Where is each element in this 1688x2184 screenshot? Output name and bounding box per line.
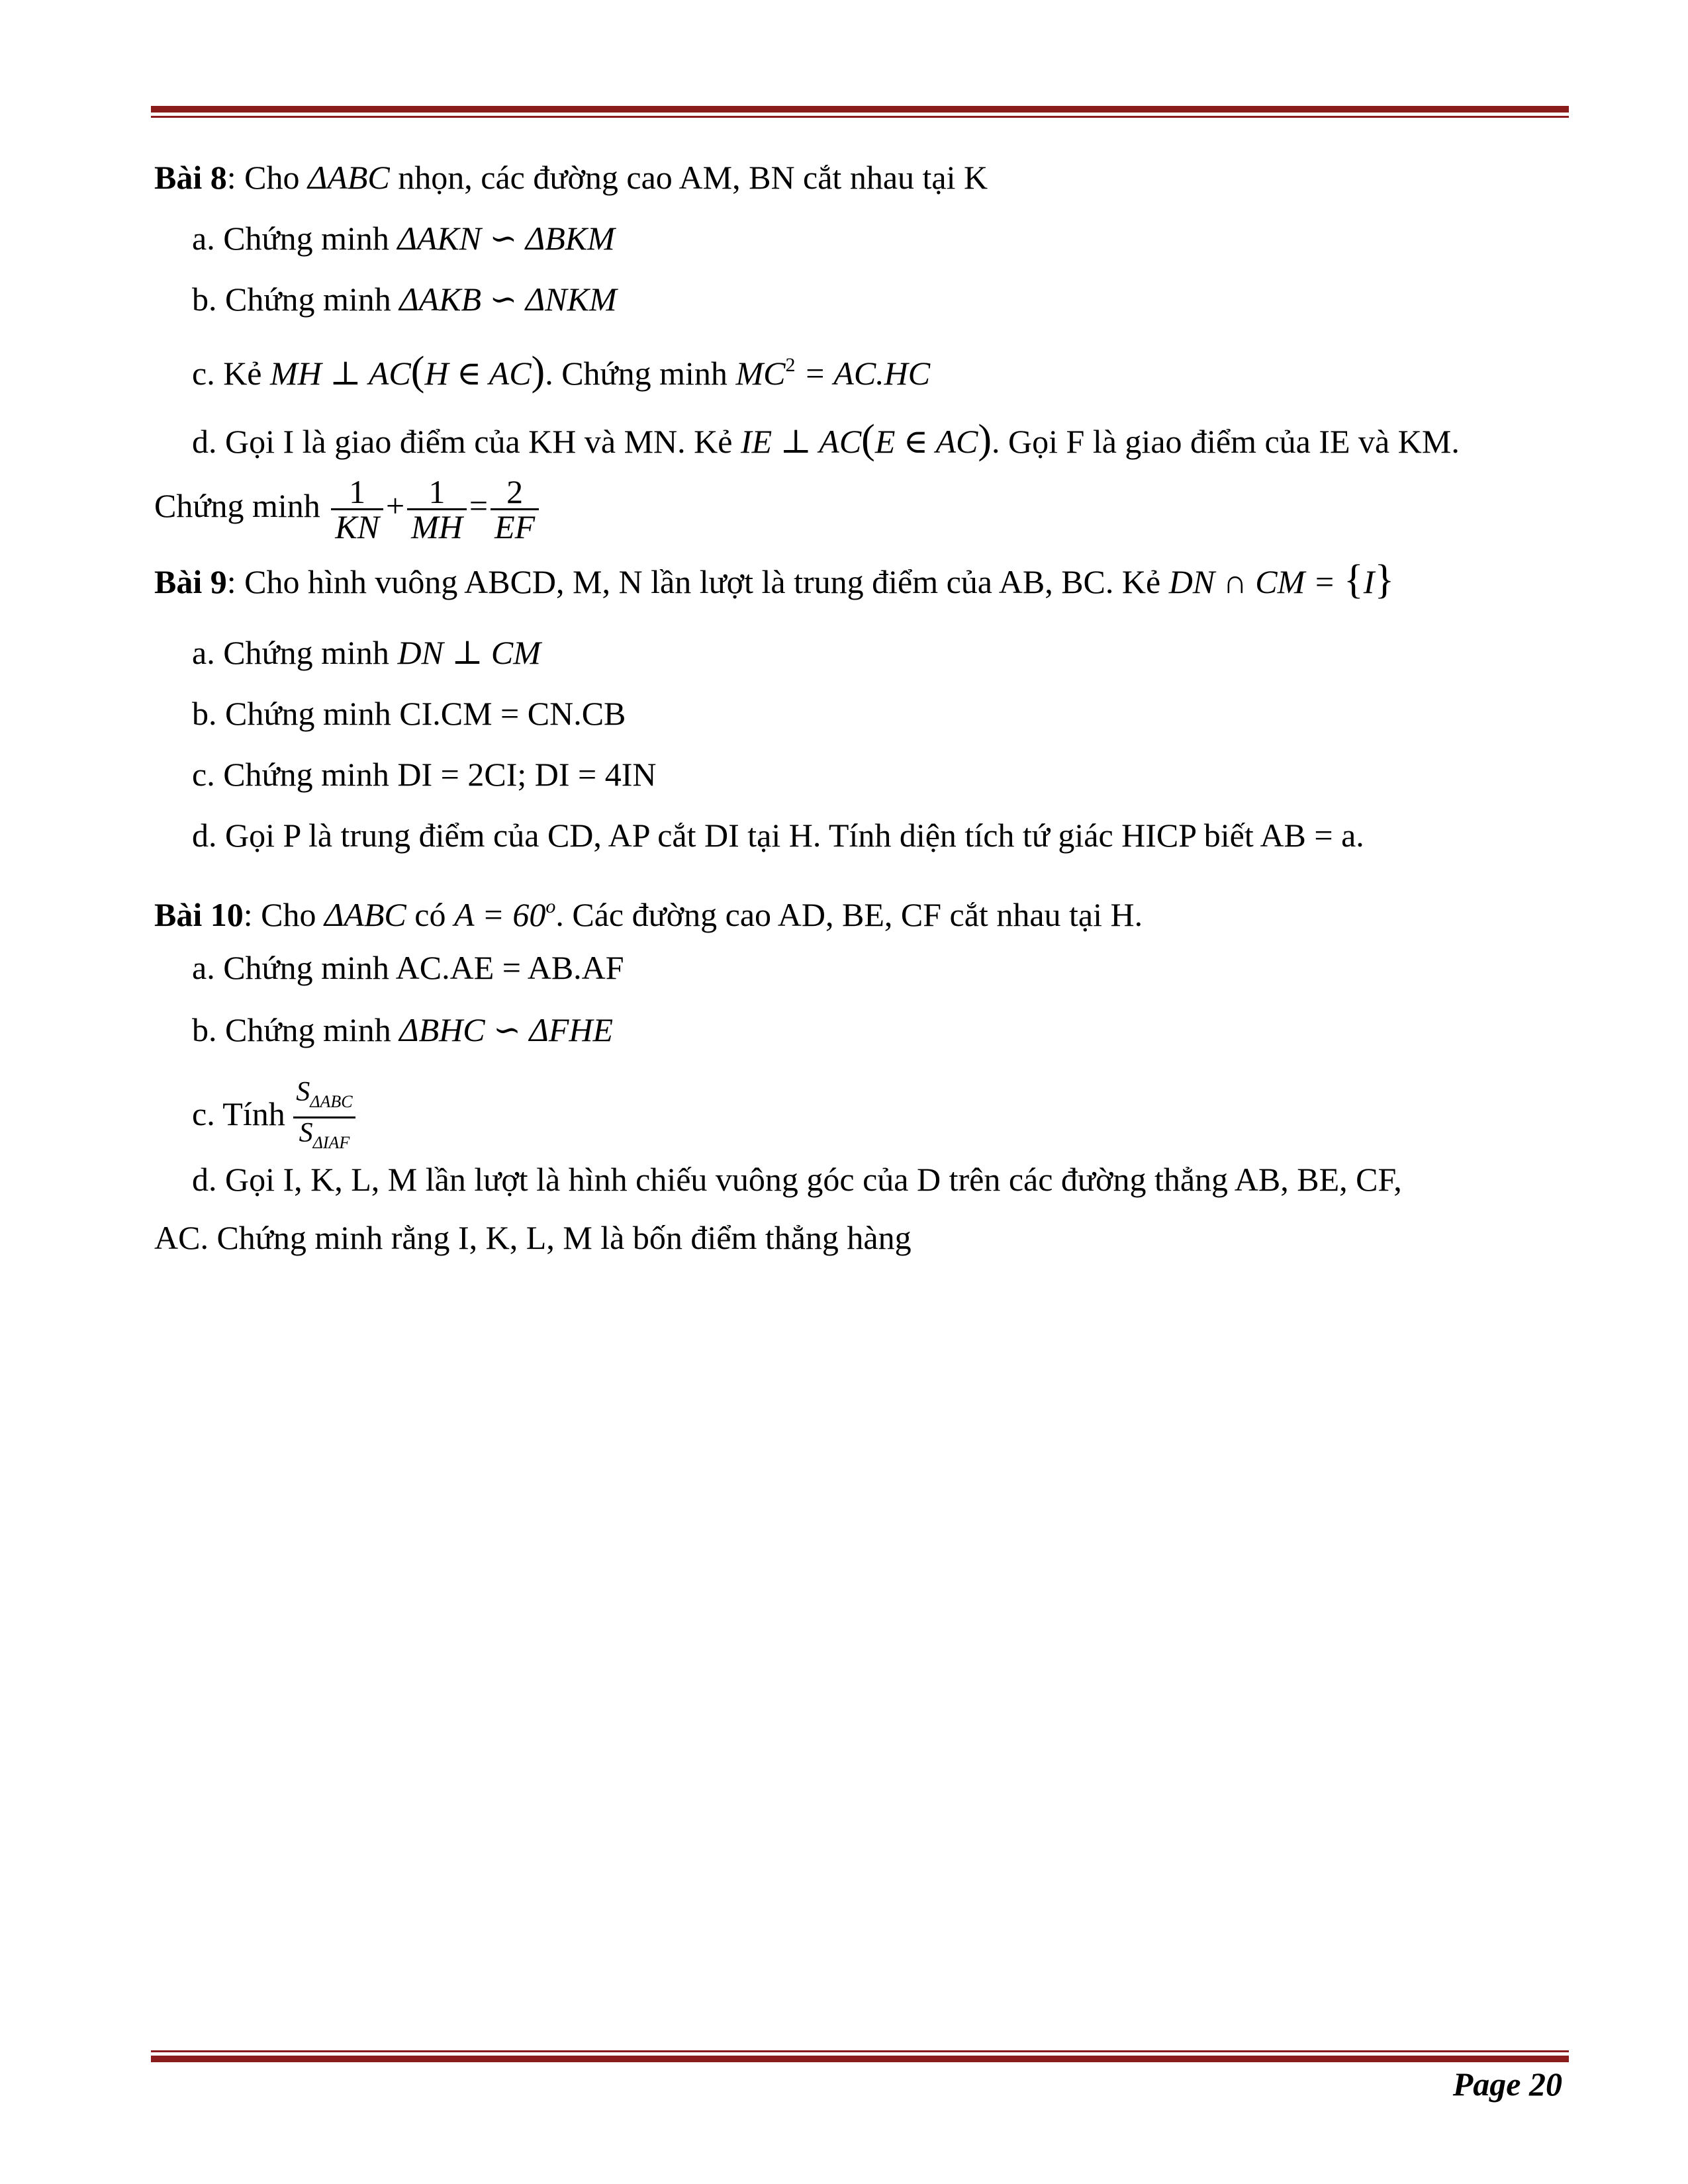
page-number: Page 20 (1452, 2066, 1562, 2103)
bai9-part-b: b. Chứng minh CI.CM = CN.CB (192, 695, 626, 732)
fraction-1-kn: $\frac{1}{KN}$ (331, 475, 383, 543)
bai8-part-b: b. Chứng minh ΔAKB ∽ ΔNKM (192, 281, 617, 318)
footer-rule (151, 2050, 1569, 2062)
area-ratio-fraction: $S_{\Delta ABC}$ $S_{\Delta IAF}$ (293, 1077, 355, 1158)
bai8-part-c: c. Kẻ MH ⊥ AC(H ∈ AC). Chứng minh $MC^2 = AC.HC$ (192, 349, 931, 394)
bai10-part-c: c. Tính $S_{\Delta ABC}$ $S_{\Delta IAF}$ (192, 1077, 355, 1158)
bai10-part-d-cont: AC. Chứng minh rằng I, K, L, M là bốn điểm thẳng hàng (154, 1219, 912, 1256)
header-rule (151, 106, 1569, 118)
bai10-heading: Bài 10: Cho ΔABC có $A = 60^o$. Các đường cao AD, BE, CF cắt nhau tại H. (154, 895, 1143, 933)
bai9-part-a: a. Chứng minh DN ⊥ CM (192, 634, 541, 671)
bai9-heading: Bài 9: Cho hình vuông ABCD, M, N lần lượt là trung điểm của AB, BC. Kẻ DN ∩ CM = {I} (154, 557, 1395, 602)
bai8-part-d-formula: Chứng minh $\frac{1}{KN}$ + $\frac{1}{MH}$ = $\frac{2}{EF}$ (154, 475, 541, 543)
bai10-part-a: a. Chứng minh AC.AE = AB.AF (192, 949, 624, 986)
fraction-1-mh: $\frac{1}{MH}$ (407, 475, 467, 543)
bai8-part-d: d. Gọi I là giao điểm của KH và MN. Kẻ IE ⊥ AC(E ∈ AC). Gọi F là giao điểm của IE và KM. (192, 417, 1460, 462)
bai10-part-b: b. Chứng minh ΔBHC ∽ ΔFHE (192, 1011, 614, 1048)
bai10-title: Bài 10 (154, 896, 244, 933)
bai9-part-d: d. Gọi P là trung điểm của CD, AP cắt DI tại H. Tính diện tích tứ giác HICP biết AB = a. (192, 817, 1364, 854)
bai9-title: Bài 9 (154, 563, 227, 600)
bai8-part-a: a. Chứng minh ΔAKN ∽ ΔBKM (192, 220, 615, 257)
bai10-part-d: d. Gọi I, K, L, M lần lượt là hình chiếu vuông góc của D trên các đường thẳng AB, BE, CF, (192, 1161, 1402, 1198)
bai8-title: Bài 8 (154, 159, 227, 196)
fraction-2-ef: $\frac{2}{EF}$ (491, 475, 539, 543)
bai8-heading: Bài 8: Cho ΔABC nhọn, các đường cao AM, BN cắt nhau tại K (154, 159, 988, 196)
bai9-part-c: c. Chứng minh DI = 2CI; DI = 4IN (192, 756, 657, 793)
